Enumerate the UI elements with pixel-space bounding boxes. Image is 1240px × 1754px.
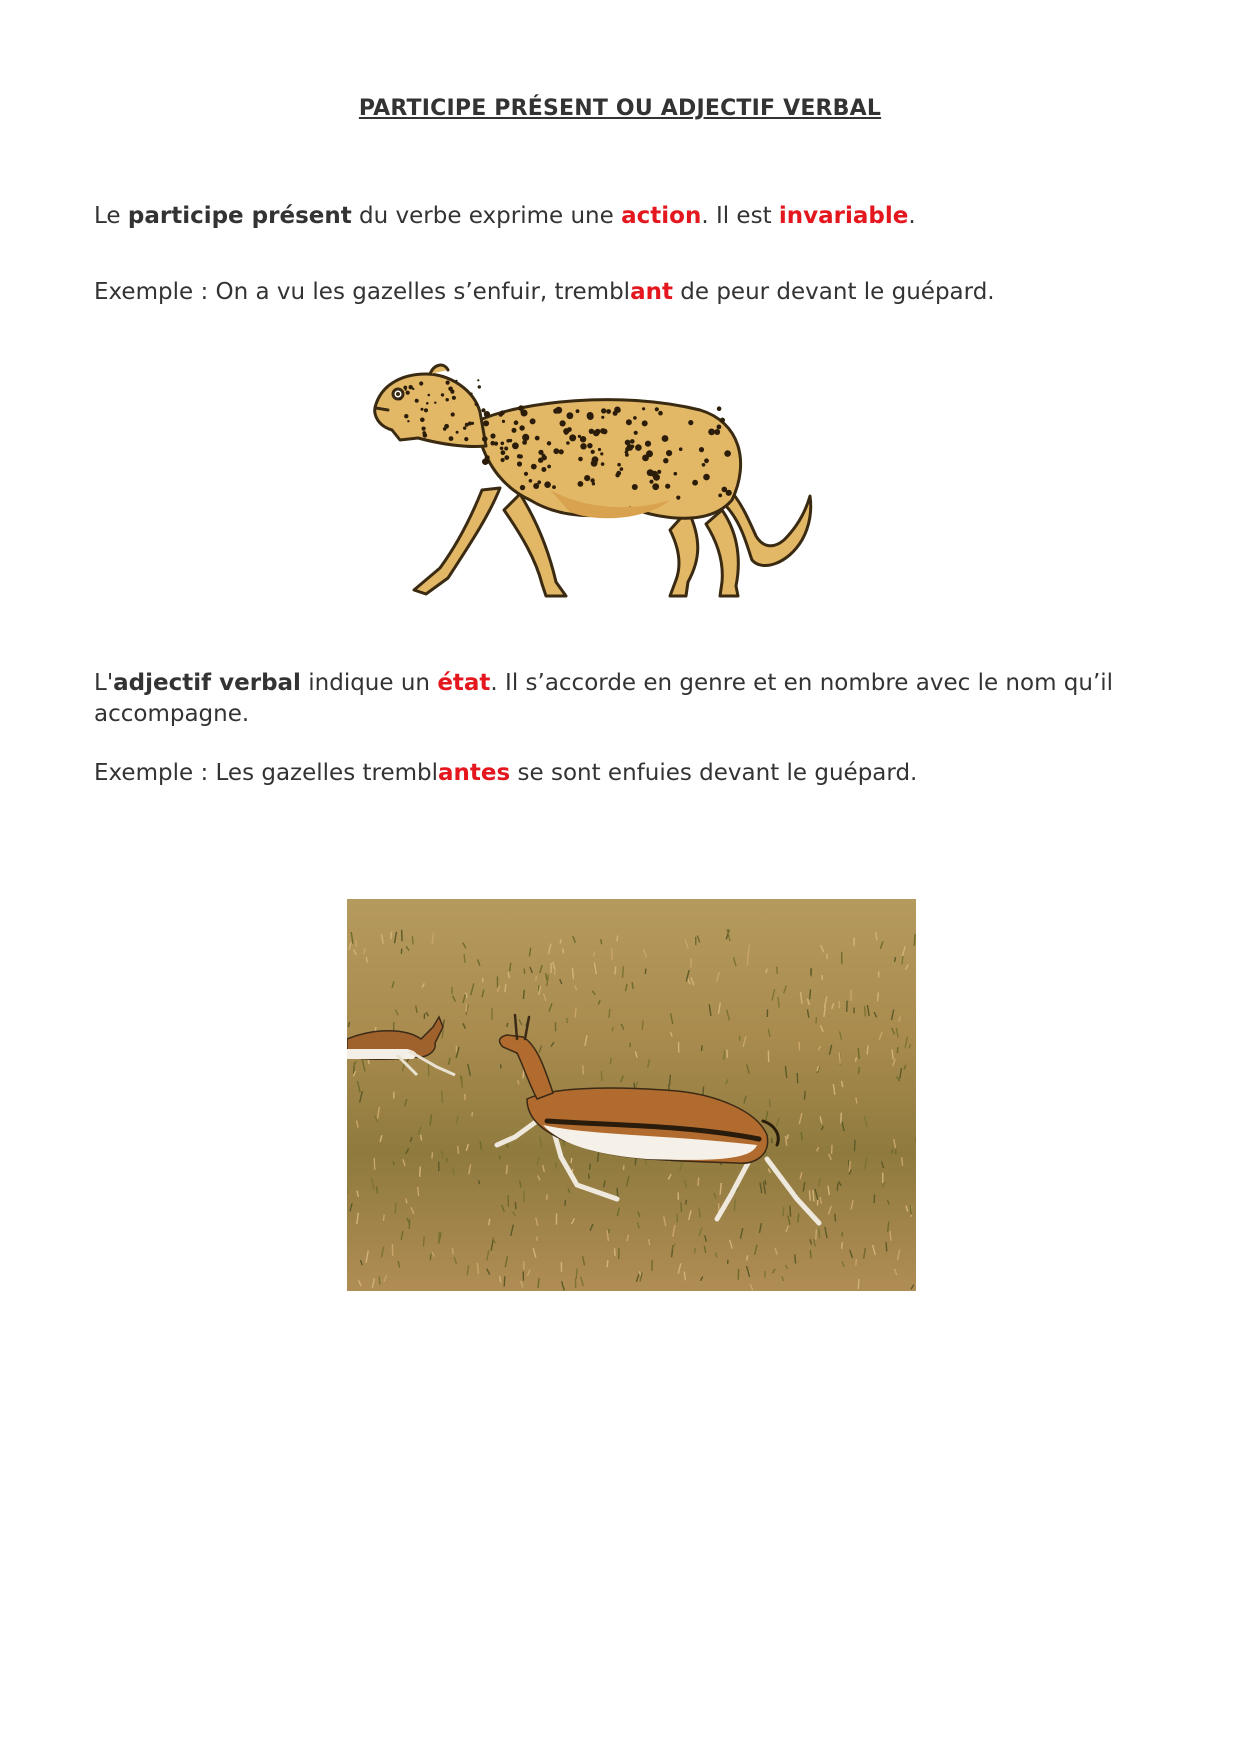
running-gazelles-photo bbox=[347, 899, 916, 1291]
text-fragment: Le bbox=[94, 203, 128, 229]
keyword-invariable: invariable bbox=[778, 203, 909, 229]
text-fragment: de peur devant le guépard. bbox=[672, 279, 995, 305]
text-fragment: se sont enfuies devant le guépard. bbox=[510, 760, 918, 786]
term-participe-present: participe présent bbox=[127, 203, 352, 229]
cheetah-image bbox=[370, 350, 830, 610]
text-fragment: . bbox=[908, 203, 916, 229]
keyword-action: action bbox=[621, 203, 702, 229]
text-fragment: L' bbox=[94, 670, 114, 696]
text-fragment: Exemple : On a vu les gazelles s’enfuir, trembl bbox=[94, 279, 631, 305]
definition-adjectif-verbal bbox=[94, 668, 1154, 730]
definition-participe-present bbox=[94, 201, 1154, 232]
example-participe-present bbox=[94, 277, 1154, 308]
ending-antes: antes bbox=[438, 760, 511, 786]
text-fragment: indique un bbox=[300, 670, 438, 696]
example-adjectif-verbal bbox=[94, 758, 1154, 789]
text-fragment: du verbe exprime une bbox=[351, 203, 622, 229]
cheetah-illustration bbox=[370, 350, 830, 610]
text-fragment: . Il est bbox=[701, 203, 779, 229]
text-fragment: Exemple : Les gazelles trembl bbox=[94, 760, 439, 786]
keyword-etat: état bbox=[437, 670, 491, 696]
ending-ant: ant bbox=[630, 279, 673, 305]
page-title: PARTICIPE PRÉSENT OU ADJECTIF VERBAL bbox=[358, 96, 882, 121]
text-fragment: . Il s’accorde en genre et en nombre avec le nom qu’il accompagne. bbox=[94, 670, 1114, 727]
gazelles-photo bbox=[347, 899, 916, 1291]
term-adjectif-verbal: adjectif verbal bbox=[113, 670, 301, 696]
